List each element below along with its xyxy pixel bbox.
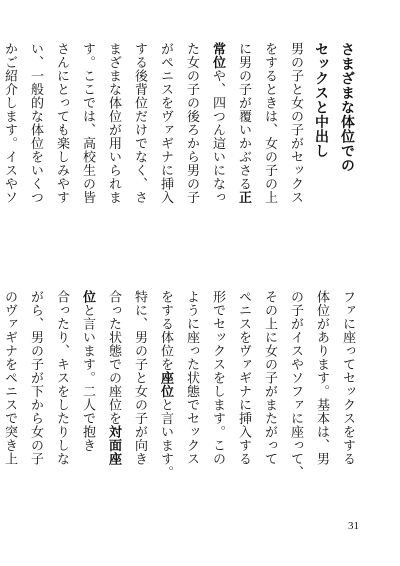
body-column: する後背位だけでなく、さ bbox=[132, 42, 147, 204]
body-column: さんにとっても楽しみやす bbox=[54, 42, 69, 204]
page-number: 31 bbox=[348, 520, 359, 532]
body-column: をするときは、女の子の上 bbox=[262, 42, 277, 204]
body-column: 特に、男の子と女の子が向き bbox=[132, 290, 147, 466]
body-column: に男の子が覆いかぶさる正 bbox=[236, 42, 251, 204]
body-column: ペニスをヴァギナに挿入する bbox=[236, 290, 251, 466]
body-column: 常位や、四つん這いになっ bbox=[210, 42, 225, 204]
body-column: かご紹介します。イスやソ bbox=[2, 42, 17, 204]
body-column: 合ったり、キスをしたりしな bbox=[54, 290, 69, 466]
body-column: がペニスをヴァギナに挿入 bbox=[158, 42, 173, 204]
body-column: 体位があります。基本は、男 bbox=[314, 290, 329, 466]
body-column: 合った状態での座位を対面座 bbox=[106, 290, 121, 466]
body-column: のヴァギナをペニスで突き上 bbox=[2, 290, 17, 466]
body-column: ファに座ってセックスをする bbox=[340, 290, 355, 466]
top-text-block bbox=[0, 42, 360, 252]
body-column: た女の子の後ろから男の子 bbox=[184, 42, 199, 204]
body-column: 位と言います。二人で抱き bbox=[80, 290, 95, 452]
body-column: 男の子と女の子がセックス bbox=[288, 42, 303, 204]
body-column: がら、男の子が下から女の子 bbox=[28, 290, 43, 466]
body-column: まざまな体位が用いられま bbox=[106, 42, 121, 204]
body-column: す。ここでは、高校生の皆 bbox=[80, 42, 95, 204]
body-column: その上に女の子がまたがって bbox=[262, 290, 277, 466]
section-heading-line2: セックスと中出し bbox=[313, 42, 329, 158]
body-column: の子がイスやソファに座って、 bbox=[288, 290, 303, 479]
body-column: 形でセックスをします。この bbox=[210, 290, 225, 466]
body-column: をする体位を座位と言います。 bbox=[158, 290, 173, 479]
section-heading-line1: さまざまな体位での bbox=[339, 42, 355, 173]
bottom-text-block bbox=[0, 290, 360, 495]
body-column: い、一般的な体位をいくつ bbox=[28, 42, 43, 204]
body-column: ように座った状態でセックス bbox=[184, 290, 199, 466]
